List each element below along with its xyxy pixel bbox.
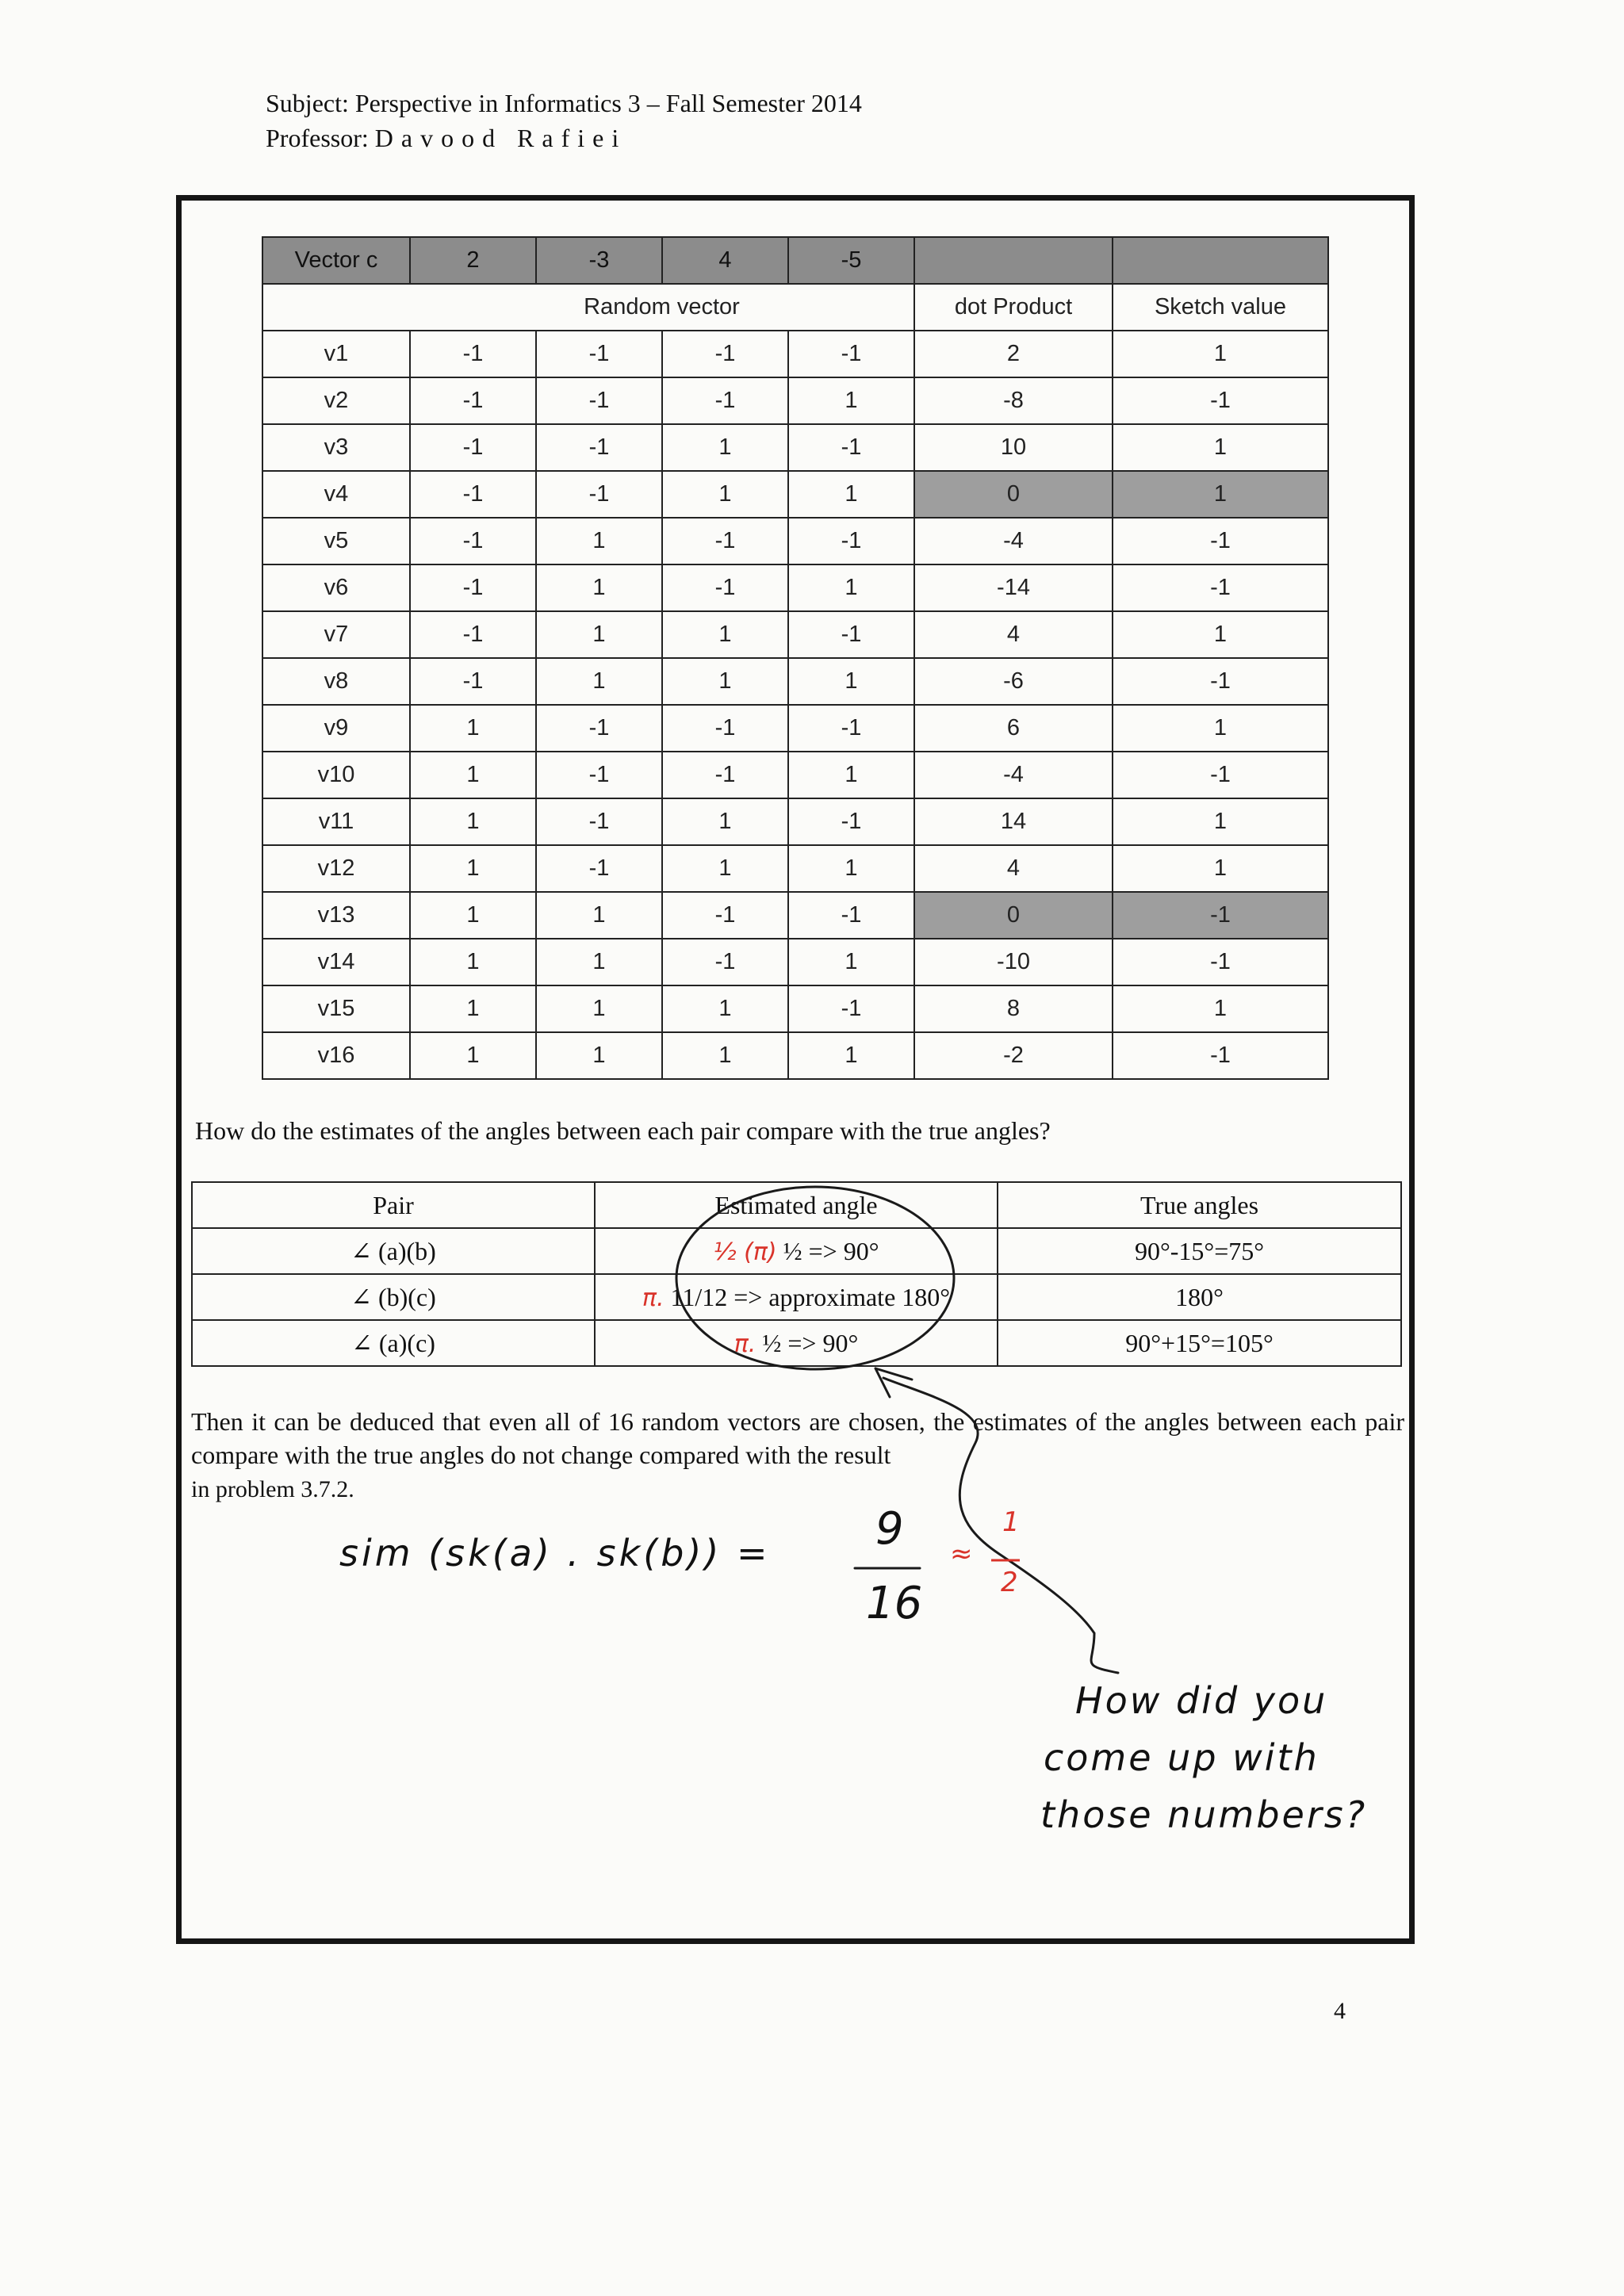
random-component-cell: -1 (536, 705, 662, 752)
dot-product-cell: 0 (914, 471, 1113, 518)
subject-label: Subject: (266, 89, 349, 117)
random-component-cell: -1 (662, 939, 788, 985)
sketch-value-cell: 1 (1113, 985, 1328, 1032)
dot-product-cell: -2 (914, 1032, 1113, 1079)
professor-name: Davood Rafiei (374, 124, 627, 152)
dot-product-cell: -4 (914, 518, 1113, 564)
sketch-value-header: Sketch value (1113, 284, 1328, 331)
random-component-cell: -1 (410, 611, 536, 658)
random-component-cell: -1 (788, 892, 914, 939)
vector-name-cell: v15 (262, 985, 410, 1032)
random-component-cell: 1 (788, 1032, 914, 1079)
random-component-cell: 1 (536, 518, 662, 564)
red-pen-note: ½ (π) (713, 1238, 777, 1266)
random-component-cell: 1 (536, 939, 662, 985)
random-component-cell: -1 (662, 377, 788, 424)
handwritten-denominator: 16 (866, 1578, 923, 1629)
estimated-value: 11/12 => approximate 180° (670, 1282, 951, 1311)
dot-product-cell: 4 (914, 845, 1113, 892)
random-component-cell: -1 (662, 892, 788, 939)
dot-product-cell: 2 (914, 331, 1113, 377)
random-component-cell: 1 (410, 752, 536, 798)
table-row (262, 518, 1328, 564)
vector-name-cell: v9 (262, 705, 410, 752)
vector-name-cell: v7 (262, 611, 410, 658)
vector-name-cell: v3 (262, 424, 410, 471)
table-row (262, 377, 1328, 424)
table-row (262, 471, 1328, 518)
random-component-cell: -1 (536, 471, 662, 518)
pair-cell: ∠ (a)(c) (192, 1320, 595, 1366)
random-component-cell: 1 (662, 845, 788, 892)
random-component-cell: -1 (662, 518, 788, 564)
vector-name-cell: v12 (262, 845, 410, 892)
professor-line (266, 121, 862, 155)
random-component-cell: -1 (410, 471, 536, 518)
sketch-value-cell: -1 (1113, 939, 1328, 985)
pair-cell: ∠ (a)(b) (192, 1228, 595, 1274)
random-component-cell: 1 (410, 985, 536, 1032)
angle-table (191, 1181, 1402, 1367)
vector-c-value: -5 (788, 237, 914, 284)
random-component-cell: -1 (410, 424, 536, 471)
table-row (262, 658, 1328, 705)
vector-table-body (262, 237, 1328, 1079)
pair-header: Pair (192, 1182, 595, 1228)
sketch-value-cell: -1 (1113, 752, 1328, 798)
estimated-cell (595, 1320, 998, 1366)
vector-name-cell: v2 (262, 377, 410, 424)
handwritten-half-den: 2 (1001, 1567, 1018, 1598)
random-component-cell: 1 (410, 845, 536, 892)
handwritten-half-num: 1 (1002, 1506, 1020, 1538)
table-row (262, 845, 1328, 892)
random-component-cell: -1 (788, 611, 914, 658)
vector-name-cell: v11 (262, 798, 410, 845)
document-header (266, 86, 862, 155)
vector-table (262, 236, 1329, 1080)
random-component-cell: 1 (536, 892, 662, 939)
comment-line-2: come up with (1044, 1736, 1320, 1779)
vector-c-empty (914, 237, 1113, 284)
vector-c-value: 2 (410, 237, 536, 284)
table-row (262, 331, 1328, 377)
random-component-cell: 1 (788, 752, 914, 798)
random-component-cell: -1 (536, 752, 662, 798)
angle-table-body (192, 1182, 1401, 1366)
dot-product-cell: -14 (914, 564, 1113, 611)
random-component-cell: 1 (788, 658, 914, 705)
dot-product-cell: 14 (914, 798, 1113, 845)
sketch-value-cell: -1 (1113, 1032, 1328, 1079)
handwritten-numerator: 9 (875, 1503, 904, 1555)
dot-product-cell: 4 (914, 611, 1113, 658)
sketch-value-cell: 1 (1113, 705, 1328, 752)
vector-c-value: -3 (536, 237, 662, 284)
random-component-cell: 1 (410, 939, 536, 985)
random-component-cell: -1 (536, 845, 662, 892)
true-angle-cell: 90°-15°=75° (998, 1228, 1401, 1274)
sketch-value-cell: -1 (1113, 658, 1328, 705)
random-component-cell: -1 (536, 798, 662, 845)
vector-name-cell: v14 (262, 939, 410, 985)
dot-product-cell: -4 (914, 752, 1113, 798)
sketch-value-cell: -1 (1113, 377, 1328, 424)
random-component-cell: -1 (788, 518, 914, 564)
vector-name-cell: v6 (262, 564, 410, 611)
random-component-cell: -1 (410, 518, 536, 564)
column-header-row (262, 284, 1328, 331)
subject-line (266, 86, 862, 121)
random-vector-header: Random vector (410, 284, 914, 331)
table-row (262, 939, 1328, 985)
dot-product-header: dot Product (914, 284, 1113, 331)
vector-name-cell: v16 (262, 1032, 410, 1079)
random-component-cell: 1 (662, 471, 788, 518)
random-component-cell: -1 (662, 331, 788, 377)
angle-header-row (192, 1182, 1401, 1228)
vector-c-empty (1113, 237, 1328, 284)
random-component-cell: -1 (662, 752, 788, 798)
vector-name-cell: v5 (262, 518, 410, 564)
red-pen-note: π. (642, 1284, 665, 1312)
random-component-cell: -1 (410, 564, 536, 611)
sketch-value-cell: -1 (1113, 518, 1328, 564)
vector-name-cell: v4 (262, 471, 410, 518)
true-header: True angles (998, 1182, 1401, 1228)
random-component-cell: 1 (788, 564, 914, 611)
dot-product-cell: 8 (914, 985, 1113, 1032)
vector-c-label: Vector c (262, 237, 410, 284)
random-component-cell: 1 (410, 798, 536, 845)
random-component-cell: 1 (788, 939, 914, 985)
question-text: How do the estimates of the angles between each pair compare with the true angles? (195, 1116, 1051, 1145)
random-component-cell: 1 (536, 1032, 662, 1079)
random-component-cell: -1 (410, 658, 536, 705)
vector-name-cell: v13 (262, 892, 410, 939)
random-component-cell: -1 (410, 377, 536, 424)
subject-text: Perspective in Informatics 3 – Fall Semester 2014 (354, 89, 862, 117)
random-component-cell: -1 (788, 331, 914, 377)
random-component-cell: 1 (410, 705, 536, 752)
table-row (192, 1274, 1401, 1320)
random-component-cell: 1 (662, 985, 788, 1032)
random-component-cell: 1 (536, 658, 662, 705)
random-component-cell: 1 (788, 471, 914, 518)
dot-product-cell: -10 (914, 939, 1113, 985)
estimated-cell (595, 1274, 998, 1320)
vector-c-value: 4 (662, 237, 788, 284)
table-row (262, 985, 1328, 1032)
vector-c-row (262, 237, 1328, 284)
random-component-cell: -1 (662, 705, 788, 752)
conclusion-reference: in problem 3.7.2. (191, 1476, 354, 1502)
random-component-cell: -1 (788, 985, 914, 1032)
random-component-cell: 1 (662, 798, 788, 845)
random-component-cell: 1 (662, 658, 788, 705)
random-component-cell: -1 (788, 798, 914, 845)
handwritten-approx: ≈ (950, 1538, 973, 1570)
random-component-cell: -1 (536, 424, 662, 471)
random-component-cell: 1 (788, 377, 914, 424)
sketch-value-cell: 1 (1113, 798, 1328, 845)
comment-line-1: How did you (1075, 1679, 1328, 1722)
table-row (262, 424, 1328, 471)
vector-name-cell: v10 (262, 752, 410, 798)
random-component-cell: -1 (410, 331, 536, 377)
random-component-cell: 1 (662, 424, 788, 471)
random-component-cell: -1 (536, 331, 662, 377)
table-row (262, 892, 1328, 939)
vector-name-cell: v1 (262, 331, 410, 377)
pair-cell: ∠ (b)(c) (192, 1274, 595, 1320)
dot-product-cell: -6 (914, 658, 1113, 705)
true-angle-cell: 90°+15°=105° (998, 1320, 1401, 1366)
random-component-cell: 1 (536, 564, 662, 611)
empty-header-cell (262, 284, 410, 331)
table-row (262, 1032, 1328, 1079)
table-row (262, 564, 1328, 611)
random-component-cell: -1 (536, 377, 662, 424)
vector-name-cell: v8 (262, 658, 410, 705)
red-pen-note: π. (733, 1330, 756, 1358)
sketch-value-cell: 1 (1113, 845, 1328, 892)
random-component-cell: 1 (536, 985, 662, 1032)
sketch-value-cell: -1 (1113, 564, 1328, 611)
table-row (192, 1228, 1401, 1274)
estimated-value: ½ => 90° (762, 1328, 859, 1357)
professor-label: Professor: (266, 124, 369, 152)
random-component-cell: 1 (662, 1032, 788, 1079)
conclusion-text: Then it can be deduced that even all of 16 random vectors are chosen, the estimates of the angles between each pair compare with the true angles do not change compared with the result (191, 1407, 1404, 1469)
estimated-header: Estimated angle (595, 1182, 998, 1228)
random-component-cell: -1 (662, 564, 788, 611)
random-component-cell: 1 (410, 1032, 536, 1079)
random-component-cell: -1 (788, 424, 914, 471)
sketch-value-cell: 1 (1113, 424, 1328, 471)
random-component-cell: 1 (536, 611, 662, 658)
sketch-value-cell: 1 (1113, 471, 1328, 518)
sketch-value-cell: 1 (1113, 611, 1328, 658)
dot-product-cell: 10 (914, 424, 1113, 471)
handwritten-formula: sim (sk(a) . sk(b)) = (339, 1532, 771, 1575)
sketch-value-cell: -1 (1113, 892, 1328, 939)
conclusion-paragraph (191, 1405, 1404, 1506)
estimated-cell (595, 1228, 998, 1274)
table-row (262, 705, 1328, 752)
true-angle-cell: 180° (998, 1274, 1401, 1320)
random-component-cell: 1 (410, 892, 536, 939)
dot-product-cell: 0 (914, 892, 1113, 939)
table-row (262, 611, 1328, 658)
comment-line-3: those numbers? (1040, 1793, 1368, 1836)
table-row (262, 798, 1328, 845)
table-row (192, 1320, 1401, 1366)
page-number: 4 (1334, 1998, 1346, 2024)
random-component-cell: -1 (788, 705, 914, 752)
dot-product-cell: 6 (914, 705, 1113, 752)
random-component-cell: 1 (788, 845, 914, 892)
table-row (262, 752, 1328, 798)
sketch-value-cell: 1 (1113, 331, 1328, 377)
random-component-cell: 1 (662, 611, 788, 658)
dot-product-cell: -8 (914, 377, 1113, 424)
estimated-value: ½ => 90° (783, 1236, 879, 1265)
